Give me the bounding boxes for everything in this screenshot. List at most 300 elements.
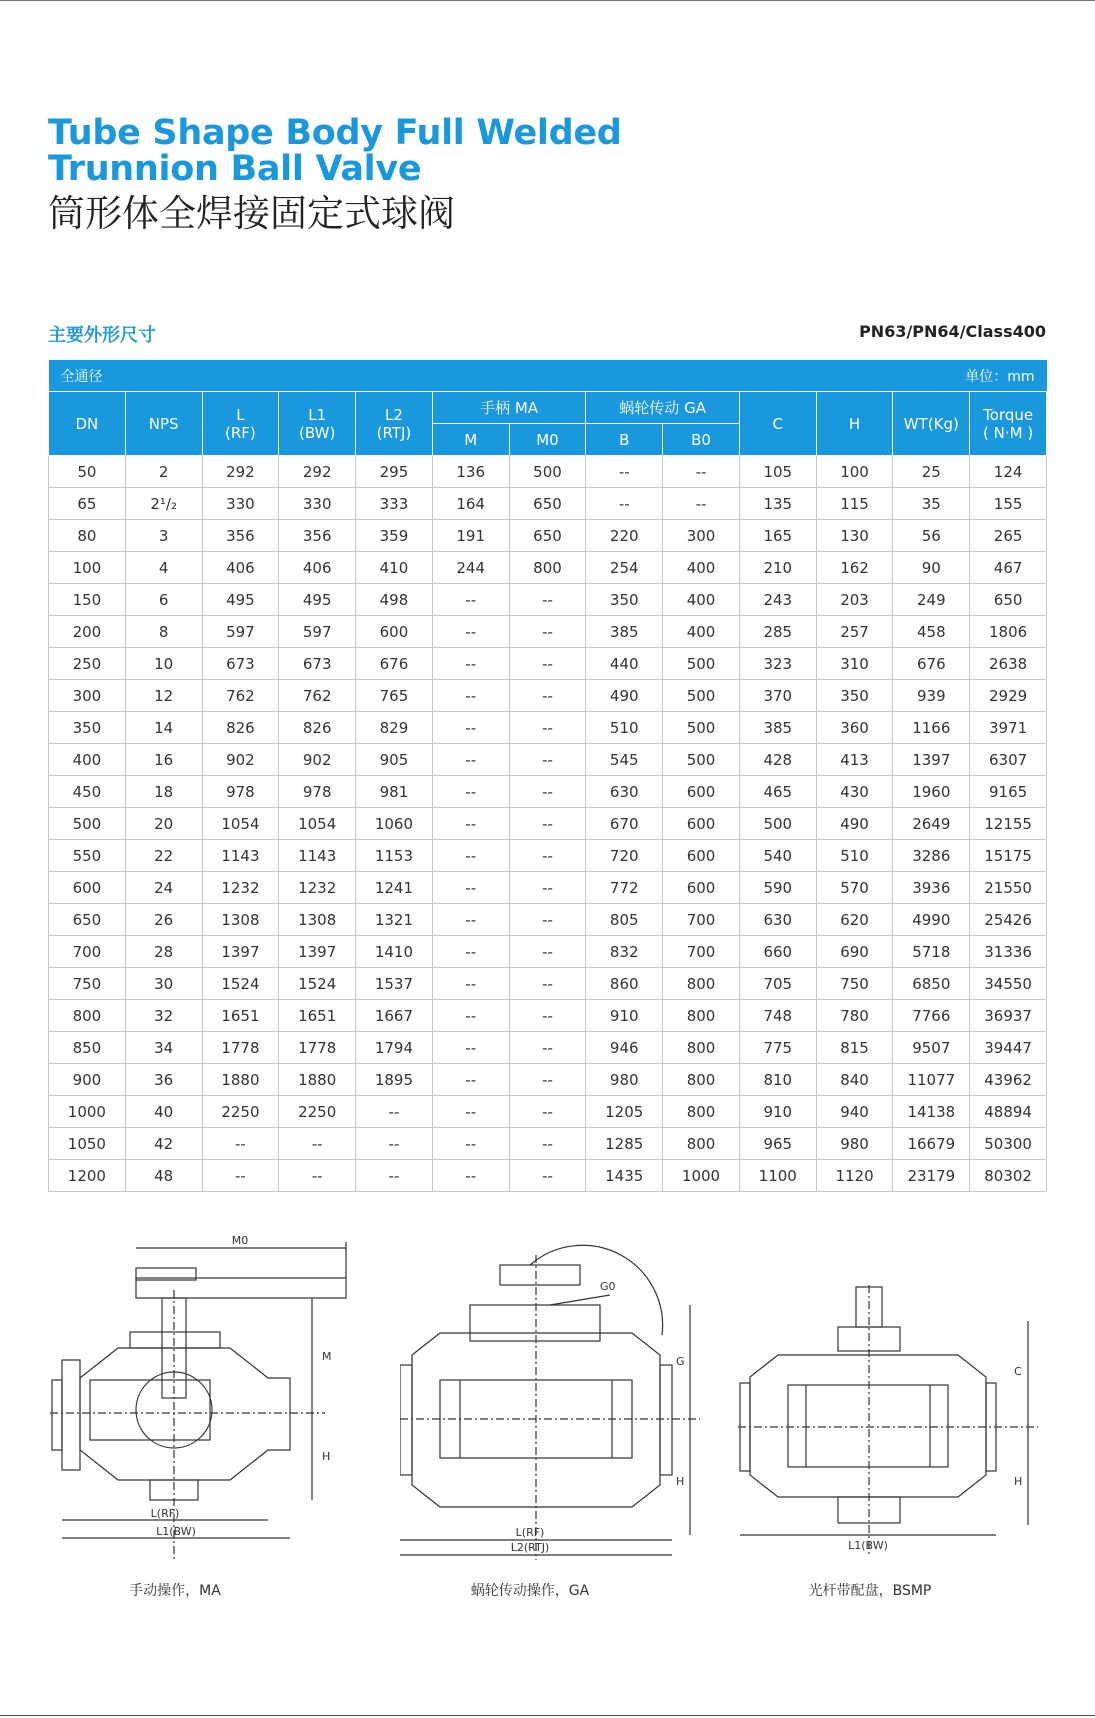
table-cell: -- bbox=[663, 488, 740, 520]
table-row bbox=[49, 776, 1047, 808]
table-cell: 500 bbox=[509, 456, 586, 488]
title-chinese: 筒形体全焊接固定式球阀 bbox=[48, 192, 455, 235]
table-cell: 3936 bbox=[893, 872, 970, 904]
table-cell: -- bbox=[509, 872, 586, 904]
table-cell: -- bbox=[432, 584, 509, 616]
caption-gear-ga: 蜗轮传动操作，GA bbox=[470, 1583, 590, 1599]
table-cell: 600 bbox=[49, 872, 126, 904]
table-cell: 800 bbox=[509, 552, 586, 584]
table-cell: -- bbox=[432, 1032, 509, 1064]
table-cell: 705 bbox=[739, 968, 816, 1000]
table-cell: 905 bbox=[356, 744, 433, 776]
table-cell: 750 bbox=[816, 968, 893, 1000]
table-cell: 124 bbox=[970, 456, 1047, 488]
table-cell: 23179 bbox=[893, 1160, 970, 1192]
table-cell: -- bbox=[509, 1128, 586, 1160]
table-cell: 978 bbox=[202, 776, 279, 808]
table-cell: -- bbox=[509, 904, 586, 936]
table-cell: 570 bbox=[816, 872, 893, 904]
table-cell: 1537 bbox=[356, 968, 433, 1000]
table-cell: 9507 bbox=[893, 1032, 970, 1064]
table-cell: -- bbox=[509, 680, 586, 712]
table-cell: 150 bbox=[49, 584, 126, 616]
table-cell: 800 bbox=[663, 1064, 740, 1096]
table-cell: 385 bbox=[739, 712, 816, 744]
table-cell: 772 bbox=[586, 872, 663, 904]
table-cell: 850 bbox=[49, 1032, 126, 1064]
header-b0: B0 bbox=[663, 424, 740, 456]
table-row bbox=[49, 1064, 1047, 1096]
table-cell: 330 bbox=[279, 488, 356, 520]
table-cell: -- bbox=[509, 744, 586, 776]
table-cell: 1050 bbox=[49, 1128, 126, 1160]
table-row bbox=[49, 872, 1047, 904]
table-cell: 356 bbox=[202, 520, 279, 552]
table-cell: 10 bbox=[125, 648, 202, 680]
table-cell: 500 bbox=[663, 744, 740, 776]
table-cell: 1806 bbox=[970, 616, 1047, 648]
table-cell: 428 bbox=[739, 744, 816, 776]
table-cell: 600 bbox=[356, 616, 433, 648]
table-cell: 4990 bbox=[893, 904, 970, 936]
table-cell: 130 bbox=[816, 520, 893, 552]
table-cell: 1960 bbox=[893, 776, 970, 808]
dim-l1-label: L1(BW) bbox=[156, 1525, 196, 1538]
table-cell: -- bbox=[432, 1160, 509, 1192]
table-cell: 50300 bbox=[970, 1128, 1047, 1160]
table-cell: -- bbox=[279, 1160, 356, 1192]
table-cell: 333 bbox=[356, 488, 433, 520]
dim-l-label: L(RF) bbox=[515, 1526, 545, 1539]
table-cell: 3286 bbox=[893, 840, 970, 872]
table-cell: 673 bbox=[279, 648, 356, 680]
table-cell: 1241 bbox=[356, 872, 433, 904]
table-row bbox=[49, 456, 1047, 488]
table-cell: 1524 bbox=[279, 968, 356, 1000]
table-cell: 21550 bbox=[970, 872, 1047, 904]
table-cell: 25 bbox=[893, 456, 970, 488]
table-cell: 980 bbox=[816, 1128, 893, 1160]
table-body bbox=[49, 456, 1047, 1192]
table-cell: 20 bbox=[125, 808, 202, 840]
table-cell: 18 bbox=[125, 776, 202, 808]
table-cell: 385 bbox=[586, 616, 663, 648]
dim-h-label: H bbox=[1014, 1475, 1023, 1488]
dim-m0-label: M0 bbox=[231, 1234, 249, 1247]
table-cell: 500 bbox=[663, 648, 740, 680]
table-cell: -- bbox=[509, 712, 586, 744]
table-cell: 32 bbox=[125, 1000, 202, 1032]
table-cell: 11077 bbox=[893, 1064, 970, 1096]
table-cell: -- bbox=[356, 1128, 433, 1160]
table-cell: 650 bbox=[509, 520, 586, 552]
table-cell: 490 bbox=[586, 680, 663, 712]
table-cell: 1143 bbox=[279, 840, 356, 872]
table-cell: 660 bbox=[739, 936, 816, 968]
table-cell: -- bbox=[509, 936, 586, 968]
diagram-bsmp bbox=[738, 1285, 1038, 1565]
table-cell: 39447 bbox=[970, 1032, 1047, 1064]
bore-label: 全通径 bbox=[49, 360, 510, 392]
table-cell: 805 bbox=[586, 904, 663, 936]
table-cell: 670 bbox=[586, 808, 663, 840]
table-cell: -- bbox=[509, 1160, 586, 1192]
table-cell: 650 bbox=[509, 488, 586, 520]
table-cell: -- bbox=[586, 456, 663, 488]
table-row bbox=[49, 648, 1047, 680]
table-cell: 4 bbox=[125, 552, 202, 584]
table-cell: 829 bbox=[356, 712, 433, 744]
table-cell: 1397 bbox=[279, 936, 356, 968]
table-cell: -- bbox=[432, 616, 509, 648]
table-cell: 467 bbox=[970, 552, 1047, 584]
table-cell: 7766 bbox=[893, 1000, 970, 1032]
table-cell: 2649 bbox=[893, 808, 970, 840]
table-cell: 500 bbox=[739, 808, 816, 840]
table-cell: 15175 bbox=[970, 840, 1047, 872]
table-cell: 902 bbox=[279, 744, 356, 776]
table-cell: 545 bbox=[586, 744, 663, 776]
table-cell: 765 bbox=[356, 680, 433, 712]
table-cell: 90 bbox=[893, 552, 970, 584]
table-cell: 43962 bbox=[970, 1064, 1047, 1096]
table-cell: 250 bbox=[49, 648, 126, 680]
table-cell: 910 bbox=[586, 1000, 663, 1032]
header-l2: L2 (RTJ) bbox=[356, 392, 433, 456]
table-cell: -- bbox=[432, 840, 509, 872]
table-cell: 1232 bbox=[279, 872, 356, 904]
header-b: B bbox=[586, 424, 663, 456]
table-cell: 430 bbox=[816, 776, 893, 808]
table-cell: 359 bbox=[356, 520, 433, 552]
table-cell: 902 bbox=[202, 744, 279, 776]
table-cell: 80 bbox=[49, 520, 126, 552]
table-cell: 980 bbox=[586, 1064, 663, 1096]
table-cell: 1143 bbox=[202, 840, 279, 872]
header-c: C bbox=[739, 392, 816, 456]
table-row bbox=[49, 1160, 1047, 1192]
table-cell: 165 bbox=[739, 520, 816, 552]
table-cell: 676 bbox=[356, 648, 433, 680]
table-cell: 800 bbox=[663, 1032, 740, 1064]
table-cell: 490 bbox=[816, 808, 893, 840]
table-cell: 1778 bbox=[202, 1032, 279, 1064]
table-cell: 840 bbox=[816, 1064, 893, 1096]
table-cell: 100 bbox=[816, 456, 893, 488]
table-cell: 1200 bbox=[49, 1160, 126, 1192]
table-cell: 597 bbox=[202, 616, 279, 648]
table-cell: 826 bbox=[279, 712, 356, 744]
table-row bbox=[49, 680, 1047, 712]
table-cell: 1880 bbox=[202, 1064, 279, 1096]
table-row bbox=[49, 808, 1047, 840]
table-cell: 1000 bbox=[49, 1096, 126, 1128]
table-row bbox=[49, 904, 1047, 936]
table-cell: 400 bbox=[663, 584, 740, 616]
table-cell: 400 bbox=[663, 552, 740, 584]
header-l1: L1 (BW) bbox=[279, 392, 356, 456]
table-cell: 50 bbox=[49, 456, 126, 488]
header-torque: Torque ( N·M ) bbox=[970, 392, 1047, 456]
table-cell: 350 bbox=[816, 680, 893, 712]
table-cell: 14138 bbox=[893, 1096, 970, 1128]
table-cell: -- bbox=[509, 776, 586, 808]
pressure-class-label: PN63/PN64/Class400 bbox=[859, 322, 1046, 341]
table-cell: 1778 bbox=[279, 1032, 356, 1064]
table-cell: 600 bbox=[663, 872, 740, 904]
table-cell: 1524 bbox=[202, 968, 279, 1000]
table-cell: 750 bbox=[49, 968, 126, 1000]
table-cell: 22 bbox=[125, 840, 202, 872]
table-cell: 16 bbox=[125, 744, 202, 776]
table-cell: 35 bbox=[893, 488, 970, 520]
table-cell: 1667 bbox=[356, 1000, 433, 1032]
table-cell: 254 bbox=[586, 552, 663, 584]
table-cell: 410 bbox=[356, 552, 433, 584]
table-cell: 720 bbox=[586, 840, 663, 872]
caption-manual-ma: 手动操作，MA bbox=[129, 1583, 221, 1599]
table-cell: 540 bbox=[739, 840, 816, 872]
table-row bbox=[49, 488, 1047, 520]
table-row bbox=[49, 712, 1047, 744]
table-row bbox=[49, 616, 1047, 648]
table-cell: 16679 bbox=[893, 1128, 970, 1160]
table-cell: 8 bbox=[125, 616, 202, 648]
table-cell: 600 bbox=[663, 808, 740, 840]
table-cell: 748 bbox=[739, 1000, 816, 1032]
table-cell: 162 bbox=[816, 552, 893, 584]
table-cell: 500 bbox=[663, 712, 740, 744]
table-cell: 56 bbox=[893, 520, 970, 552]
table-cell: 630 bbox=[586, 776, 663, 808]
table-cell: 1397 bbox=[202, 936, 279, 968]
table-row bbox=[49, 552, 1047, 584]
table-cell: 1000 bbox=[663, 1160, 740, 1192]
table-cell: -- bbox=[432, 1064, 509, 1096]
table-cell: 1054 bbox=[202, 808, 279, 840]
table-cell: 965 bbox=[739, 1128, 816, 1160]
table-cell: 1895 bbox=[356, 1064, 433, 1096]
table-cell: -- bbox=[509, 1032, 586, 1064]
table-cell: 300 bbox=[49, 680, 126, 712]
table-cell: 762 bbox=[202, 680, 279, 712]
table-cell: 978 bbox=[279, 776, 356, 808]
table-cell: -- bbox=[509, 584, 586, 616]
table-cell: 406 bbox=[279, 552, 356, 584]
table-cell: -- bbox=[432, 968, 509, 1000]
table-cell: -- bbox=[432, 904, 509, 936]
table-cell: 350 bbox=[49, 712, 126, 744]
table-cell: 42 bbox=[125, 1128, 202, 1160]
table-cell: 939 bbox=[893, 680, 970, 712]
table-cell: 630 bbox=[739, 904, 816, 936]
table-cell: -- bbox=[663, 456, 740, 488]
table-cell: 673 bbox=[202, 648, 279, 680]
unit-label: 单位：mm bbox=[509, 360, 1046, 392]
table-cell: -- bbox=[432, 712, 509, 744]
table-cell: 164 bbox=[432, 488, 509, 520]
table-cell: 1321 bbox=[356, 904, 433, 936]
table-cell: 650 bbox=[49, 904, 126, 936]
table-cell: 981 bbox=[356, 776, 433, 808]
table-cell: 330 bbox=[202, 488, 279, 520]
dimension-table bbox=[48, 360, 1047, 1192]
table-cell: 115 bbox=[816, 488, 893, 520]
table-cell: 360 bbox=[816, 712, 893, 744]
table-cell: 440 bbox=[586, 648, 663, 680]
dim-l2-label: L2(RTJ) bbox=[510, 1541, 550, 1554]
table-row bbox=[49, 1128, 1047, 1160]
table-cell: -- bbox=[509, 1096, 586, 1128]
table-cell: 40 bbox=[125, 1096, 202, 1128]
table-cell: 36937 bbox=[970, 1000, 1047, 1032]
table-cell: 2250 bbox=[279, 1096, 356, 1128]
table-cell: 900 bbox=[49, 1064, 126, 1096]
table-cell: 510 bbox=[816, 840, 893, 872]
table-row bbox=[49, 520, 1047, 552]
table-cell: 450 bbox=[49, 776, 126, 808]
header-l: L (RF) bbox=[202, 392, 279, 456]
table-cell: 700 bbox=[663, 936, 740, 968]
table-cell: -- bbox=[509, 808, 586, 840]
table-cell: 400 bbox=[663, 616, 740, 648]
table-cell: 700 bbox=[49, 936, 126, 968]
table-cell: 620 bbox=[816, 904, 893, 936]
table-cell: 323 bbox=[739, 648, 816, 680]
table-cell: 946 bbox=[586, 1032, 663, 1064]
header-h: H bbox=[816, 392, 893, 456]
table-cell: 800 bbox=[663, 1000, 740, 1032]
table-cell: 1397 bbox=[893, 744, 970, 776]
table-cell: 800 bbox=[663, 1096, 740, 1128]
table-cell: 350 bbox=[586, 584, 663, 616]
table-cell: 135 bbox=[739, 488, 816, 520]
table-cell: -- bbox=[432, 872, 509, 904]
table-cell: 370 bbox=[739, 680, 816, 712]
table-cell: 6307 bbox=[970, 744, 1047, 776]
table-cell: 406 bbox=[202, 552, 279, 584]
table-cell: 910 bbox=[739, 1096, 816, 1128]
table-cell: 800 bbox=[49, 1000, 126, 1032]
header-dn: DN bbox=[49, 392, 126, 456]
table-cell: 400 bbox=[49, 744, 126, 776]
table-cell: 155 bbox=[970, 488, 1047, 520]
table-cell: 1060 bbox=[356, 808, 433, 840]
table-cell: 243 bbox=[739, 584, 816, 616]
table-row bbox=[49, 840, 1047, 872]
header-handle-ma: 手柄 MA bbox=[432, 392, 586, 424]
table-cell: 1651 bbox=[202, 1000, 279, 1032]
table-cell: 2 bbox=[125, 456, 202, 488]
table-cell: -- bbox=[432, 936, 509, 968]
table-row bbox=[49, 1032, 1047, 1064]
dim-g-label: G bbox=[676, 1355, 685, 1368]
table-cell: 590 bbox=[739, 872, 816, 904]
table-cell: 2250 bbox=[202, 1096, 279, 1128]
dim-c-label: C bbox=[1014, 1365, 1022, 1378]
table-cell: 265 bbox=[970, 520, 1047, 552]
table-cell: 300 bbox=[663, 520, 740, 552]
section-label: 主要外形尺寸 bbox=[48, 325, 156, 346]
table-cell: 26 bbox=[125, 904, 202, 936]
table-cell: 249 bbox=[893, 584, 970, 616]
table-cell: 14 bbox=[125, 712, 202, 744]
table-cell: -- bbox=[509, 1064, 586, 1096]
table-cell: 1651 bbox=[279, 1000, 356, 1032]
table-cell: 292 bbox=[279, 456, 356, 488]
table-cell: 940 bbox=[816, 1096, 893, 1128]
table-cell: -- bbox=[586, 488, 663, 520]
dim-m-label: M bbox=[322, 1350, 332, 1363]
table-cell: 220 bbox=[586, 520, 663, 552]
header-m: M bbox=[432, 424, 509, 456]
table-cell: -- bbox=[356, 1096, 433, 1128]
table-cell: 191 bbox=[432, 520, 509, 552]
table-cell: 200 bbox=[49, 616, 126, 648]
table-cell: 34 bbox=[125, 1032, 202, 1064]
caption-bsmp: 光杆带配盘，BSMP bbox=[808, 1583, 932, 1599]
table-cell: 1054 bbox=[279, 808, 356, 840]
table-cell: 1153 bbox=[356, 840, 433, 872]
table-cell: 5718 bbox=[893, 936, 970, 968]
table-cell: 700 bbox=[663, 904, 740, 936]
table-cell: 650 bbox=[970, 584, 1047, 616]
table-cell: 285 bbox=[739, 616, 816, 648]
table-cell: 832 bbox=[586, 936, 663, 968]
table-cell: 1205 bbox=[586, 1096, 663, 1128]
table-cell: 1794 bbox=[356, 1032, 433, 1064]
table-cell: 495 bbox=[202, 584, 279, 616]
table-cell: -- bbox=[432, 776, 509, 808]
table-cell: 244 bbox=[432, 552, 509, 584]
table-cell: 2¹/₂ bbox=[125, 488, 202, 520]
table-cell: 100 bbox=[49, 552, 126, 584]
table-cell: 1166 bbox=[893, 712, 970, 744]
table-cell: 48894 bbox=[970, 1096, 1047, 1128]
table-cell: 136 bbox=[432, 456, 509, 488]
header-nps: NPS bbox=[125, 392, 202, 456]
table-cell: 1308 bbox=[202, 904, 279, 936]
diagram-gear-ga bbox=[400, 1215, 700, 1565]
table-cell: 600 bbox=[663, 840, 740, 872]
table-row bbox=[49, 1096, 1047, 1128]
table-cell: 762 bbox=[279, 680, 356, 712]
table-row bbox=[49, 968, 1047, 1000]
table-cell: 6 bbox=[125, 584, 202, 616]
table-cell: -- bbox=[509, 1000, 586, 1032]
table-cell: -- bbox=[432, 808, 509, 840]
table-cell: -- bbox=[356, 1160, 433, 1192]
table-cell: 3971 bbox=[970, 712, 1047, 744]
table-cell: 30 bbox=[125, 968, 202, 1000]
table-cell: -- bbox=[509, 968, 586, 1000]
table-cell: 257 bbox=[816, 616, 893, 648]
diagram-manual-ma bbox=[50, 1230, 350, 1560]
header-gear-ga: 蜗轮传动 GA bbox=[586, 392, 740, 424]
table-cell: 800 bbox=[663, 1128, 740, 1160]
table-cell: -- bbox=[432, 1128, 509, 1160]
top-rule bbox=[0, 0, 1095, 1]
table-cell: 2638 bbox=[970, 648, 1047, 680]
table-cell: 31336 bbox=[970, 936, 1047, 968]
table-cell: 550 bbox=[49, 840, 126, 872]
table-cell: 105 bbox=[739, 456, 816, 488]
table-cell: 80302 bbox=[970, 1160, 1047, 1192]
table-cell: -- bbox=[432, 744, 509, 776]
table-cell: 210 bbox=[739, 552, 816, 584]
table-cell: 6850 bbox=[893, 968, 970, 1000]
table-cell: 826 bbox=[202, 712, 279, 744]
